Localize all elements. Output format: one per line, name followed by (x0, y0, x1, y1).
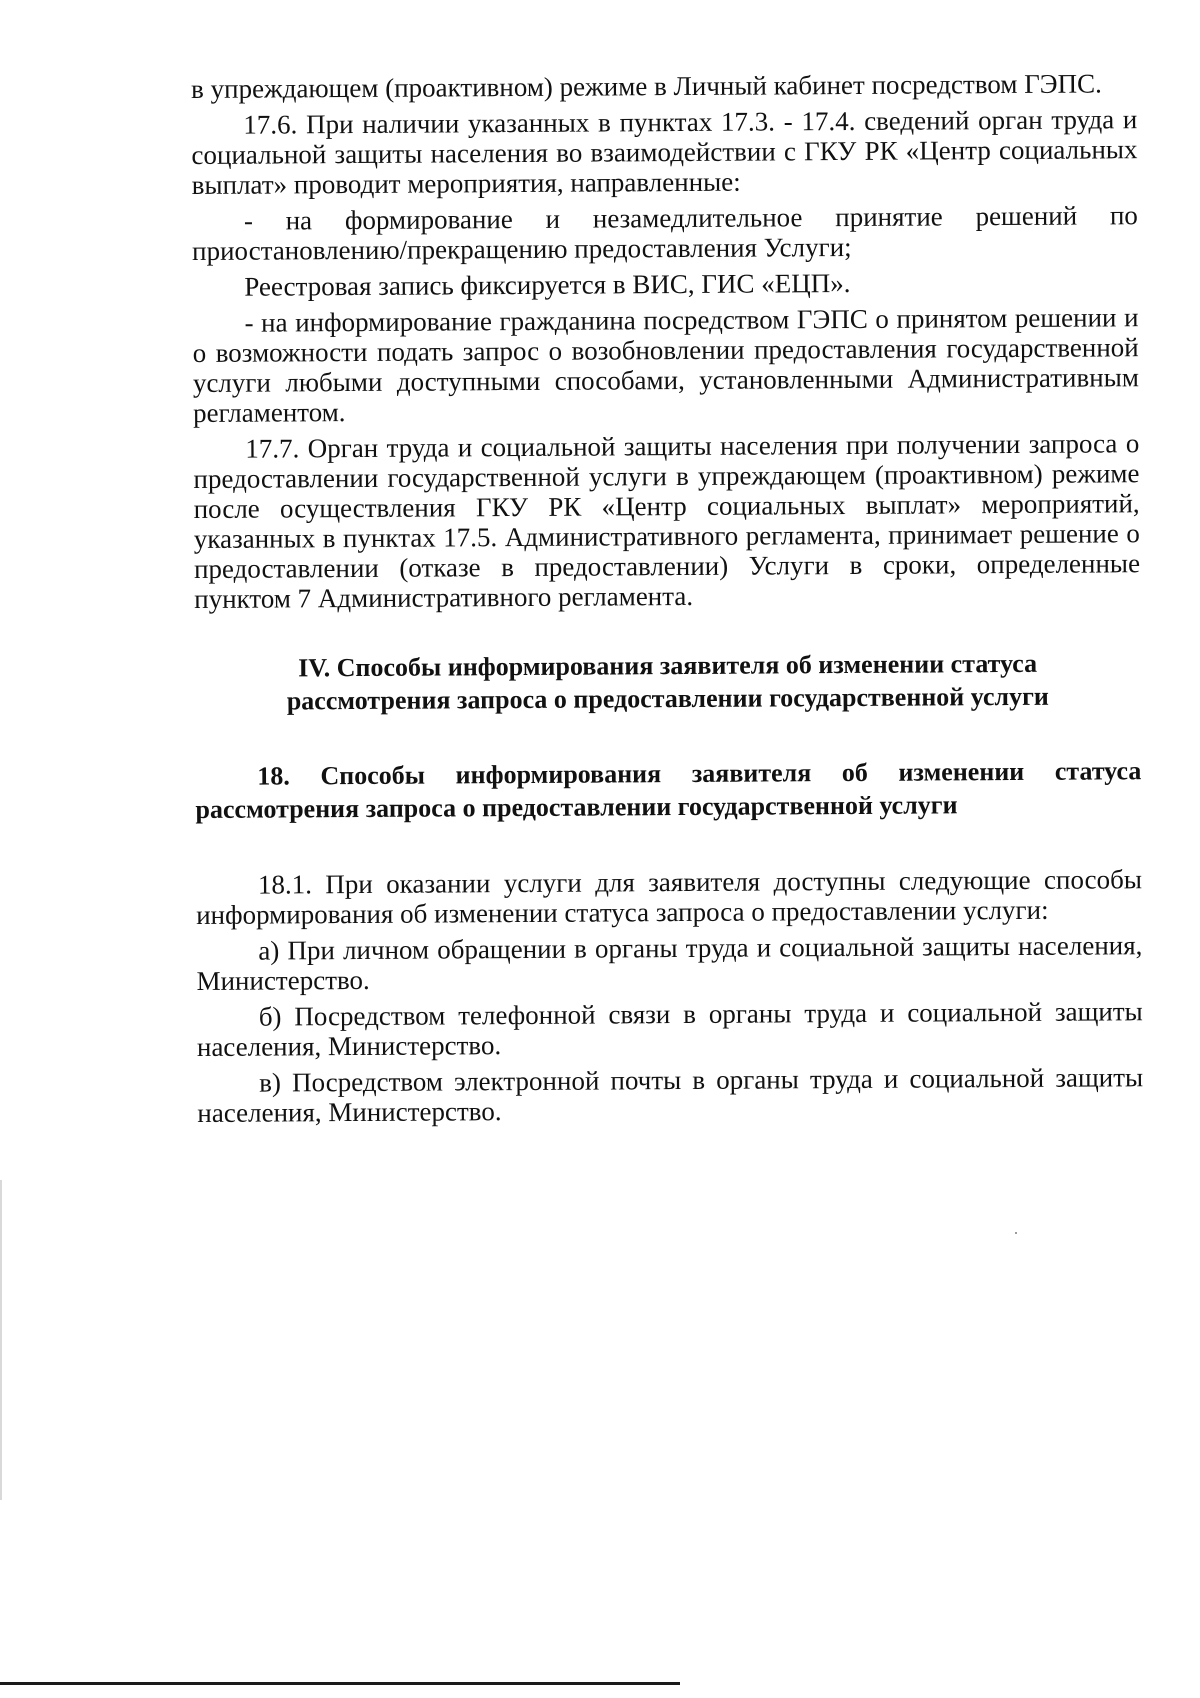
scan-speck (1015, 1232, 1017, 1234)
paragraph-17-6-informing: - на информирование гражданина посредством ГЭПС о принятом решении и о возможности подать запрос о возобновлении предоставления государственной услуги любыми доступными способами, установленными Административным регламентом. (192, 302, 1139, 428)
paragraph-18-1: 18.1. При оказании услуги для заявителя доступны следующие способы информирования об изменении статуса запроса о предоставлении услуги: (196, 864, 1143, 930)
bottom-scan-line (0, 1682, 680, 1685)
section-heading-18: 18. Способы информирования заявителя об изменении статуса рассмотрения запроса о предоставлении государственной услуги (195, 756, 1142, 824)
paragraph-17-7: 17.7. Орган труда и социальной защиты населения при получении запроса о предоставлении государственной услуги в упреждающем (проактивном) режиме после осуществления ГКУ РК «Центр социальных выплат» мероприятий, указанных в пунктах 17.5. Административного регламента, принимает решение о предоставлении (отказе в предоставлении) Услуги в сроки, определенные пунктом 7 Административного регламента. (193, 428, 1141, 614)
paragraph-17-6: 17.6. При наличии указанных в пунктах 17.3. - 17.4. сведений орган труда и социальной защиты населения во взаимодействии с ГКУ РК «Центр социальных выплат» проводит мероприятия, направленные: (191, 104, 1138, 200)
paragraph-intro: в упреждающем (проактивном) режиме в Личный кабинет посредством ГЭПС. (191, 68, 1102, 104)
paragraph-17-6-decisions: - на формирование и незамедлительное принятие решений по приостановлению/прекращению предоставления Услуги; (191, 200, 1138, 266)
section-18-body (196, 864, 1144, 1128)
section-heading-iv: IV. Способы информирования заявителя об изменении статуса рассмотрения запроса о предоставлении государственной услуги (286, 648, 1049, 716)
paragraph-18-1-b: б) Посредством телефонной связи в органы труда и социальной защиты населения, Министерство. (196, 996, 1143, 1062)
paragraph-18-1-a: а) При личном обращении в органы труда и социальной защиты населения, Министерство. (196, 930, 1143, 996)
document-body (191, 68, 1143, 1134)
scan-edge-mark (0, 1180, 2, 1500)
paragraph-17-6-registry: Реестровая запись фиксируется в ВИС, ГИС «ЕЦП». (244, 267, 851, 302)
paragraph-18-1-c: в) Посредством электронной почты в органы труда и социальной защиты населения, Министерство. (197, 1062, 1144, 1128)
